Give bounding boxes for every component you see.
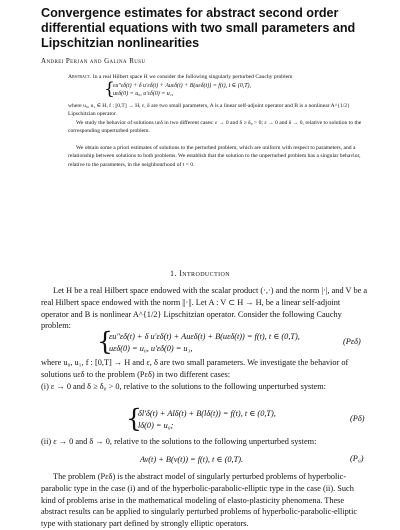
paper-title: Convergence estimates for abstract second order differential equations with two small parameters and Lipschitzian nonlinearities	[41, 6, 356, 50]
abstract-p3: We obtain some a priori estimates of solutions to the perturbed problem, which are uniform with respect to parameters, and a relationship between solutions to both problems. We establish that the solution to the unperturbed problem has a singular behavior, relative to the parameters, in the neighbourhood of t = 0.	[68, 145, 361, 168]
abstract-p2: We study the behavior of solutions uεδ in two different cases: ε → 0 and δ ≥ δ₀ > 0; ε → 0 and δ → 0, relative to solution to the corresponding unperturbed problem.	[68, 120, 362, 135]
abstract-eq-brace: {	[104, 79, 115, 99]
case-ii: (ii) ε → 0 and δ → 0, relative to the solutions to the following unperturbed system:	[41, 437, 317, 446]
abstract-eq-line1: εu″εδ(t) + δ u′εδ(t) + Auεδ(t) + B(uεδ(t)) = f(t), t ∈ (0,T),	[113, 83, 252, 89]
eq-p0-tag: (P₀)	[350, 454, 364, 463]
eq-ped-tag: (Pεδ)	[343, 337, 361, 346]
abstract-eq-line2: uεδ(0) = u₀, u′εδ(0) = u₁,	[113, 91, 174, 97]
intro-p2: where u₀, u₁, f : [0,T] → H and ε, δ are two small parameters. We investigate the behavior of solutions uεδ to the problem (Pεδ) in two different cases:	[41, 358, 349, 379]
case-i: (i) ε → 0 and δ ≥ δ₀ > 0, relative to the solutions to the following unperturbed system:	[41, 382, 326, 391]
section-heading: 1. Introduction	[170, 269, 230, 278]
eq-pd-line1: δl′δ(t) + Alδ(t) + B(lδ(t)) = f(t), t ∈ (0,T),	[138, 409, 276, 418]
abstract-intro-text: In a real Hilbert space H we consider the following singularly perturbed Cauchy problem	[92, 74, 293, 80]
abstract-label: Abstract.	[68, 74, 92, 80]
intro-p1: Let H be a real Hilbert space endowed with the scalar product (·,·) and the norm |·|, and V be a real Hilbert space endowed with the norm ||·||. Let A : V ⊂ H → H, be a linear self-adjoint operator and B is nonlinear A^{1/2} Lipschitzian operator. Consider the following Cauchy problem:	[41, 286, 368, 331]
eq-pd-brace: {	[126, 404, 142, 433]
eq-pd-line2: lδ(0) = u₀;	[138, 421, 174, 430]
eq-ped-line1: εu″εδ(t) + δ u′εδ(t) + Auεδ(t) + B(uεδ(t)) = f(t), t ∈ (0,T),	[109, 332, 300, 341]
eq-p0: Av(t) + B(v(t)) = f(t), t ∈ (0,T).	[140, 455, 244, 464]
paper-authors: Andrei Perjan and Galina Rusu	[41, 57, 146, 65]
eq-ped-line2: uεδ(0) = u₀, u′εδ(0) = u₁,	[109, 344, 193, 353]
eq-ped-brace: {	[97, 327, 113, 356]
abstract-p1: where u₀, u₁ ∈ H, f : [0,T] → H, ε, δ are two small parameters, A is a linear self-adjoint operator and B is a nonlinear A^{1/2} Lipschitzian operator.	[68, 103, 350, 118]
intro-p3: The problem (Pεδ) is the abstract model of singularly perturbed problems of hyperbolic-parabolic type in the case (i) and of the hyperbolic-parabolic-elliptic type in the case (ii). Such kind of problems arise in the mathematical modeling of elasto-plasticity phenomena. These abstract results can be applied to singularly perturbed problems of hyperbolic-parabolic-elliptic type with stationary part defined by strongly elliptic operators.	[41, 472, 358, 529]
eq-pd-tag: (Pδ)	[350, 414, 365, 423]
